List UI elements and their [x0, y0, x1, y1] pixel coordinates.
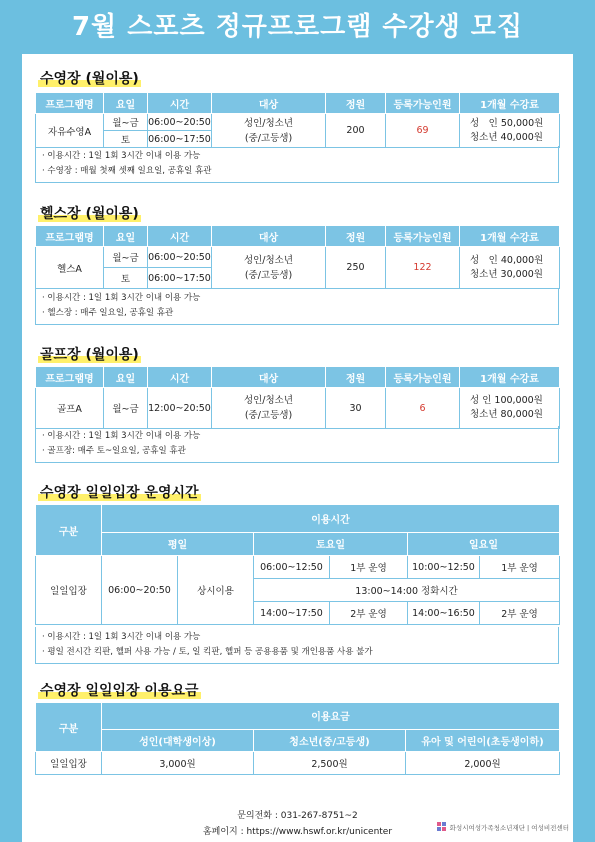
- table-row: 토 06:00~17:50: [36, 131, 560, 148]
- content-panel: [22, 54, 573, 842]
- swim-notes: · 이용시간 : 1일 1회 3시간 이내 이용 가능 · 수영장 : 매월 첫째 셋째 일요일, 공휴일 휴관: [35, 146, 559, 183]
- table-row: 헬스A 월~금 06:00~20:50 성인/청소년 (중/고등생) 250 122 성 인 40,000원 청소년 30,000원: [36, 247, 560, 268]
- daily-notes: · 이용시간 : 1일 1회 3시간 이내 이용 가능 · 평일 전시간 킥판, 헬퍼 사용 가능 / 토, 일 킥판, 헬퍼 등 공용용품 및 개인용품 사용 불가: [35, 627, 559, 664]
- foundation-logo-icon: [437, 822, 447, 832]
- gym-notes: · 이용시간 : 1일 1회 3시간 이내 이용 가능 · 헬스장 : 매주 일요일, 공휴일 휴관: [35, 288, 559, 325]
- daily-schedule-table: 구분 이용시간 평일 토요일 일요일 일일입장 06:00~20:50 상시이용 06:00~12:50 1부 운영 10:00~12:50 1부 운영 13:00~14:00 정화시간 14:00~17:50 2부 운영 14:00~16:50 2부 운영: [35, 504, 560, 625]
- fee-section-title: 수영장 일일입장 이용요금: [40, 683, 199, 699]
- table-row: 14:00~17:50 2부 운영 14:00~16:50 2부 운영: [36, 602, 560, 625]
- golf-section-title: 골프장 (월이용): [40, 347, 139, 363]
- table-header-row: 프로그램명 요일 시간 대상 정원 등록가능인원 1개월 수강료: [36, 367, 560, 388]
- contact-phone: 문의전화 : 031-267-8751~2: [237, 811, 358, 821]
- table-row: 토 06:00~17:50: [36, 268, 560, 289]
- swim-table: [35, 92, 560, 148]
- table-row: 골프A 월~금 12:00~20:50 성인/청소년 (중/고등생) 30 6 성 인 100,000원 청소년 80,000원: [36, 388, 560, 429]
- gym-table: [35, 225, 560, 289]
- table-header-row: 프로그램명 요일 시간 대상 정원 등록가능인원 1개월 수강료: [36, 226, 560, 247]
- daily-section-title: 수영장 일일입장 운영시간: [40, 485, 199, 501]
- table-row: 13:00~14:00 정화시간: [36, 579, 560, 602]
- table-header-row: 프로그램명 요일 시간 대상 정원 등록가능인원 1개월 수강료: [36, 93, 560, 114]
- foundation-logo: 화성시여성가족청소년재단 | 여성비전센터: [437, 822, 569, 832]
- daily-fee-table: 구분 이용요금 성인(대학생이상) 청소년(중/고등생) 유아 및 어린이(초등생이하) 일일입장 3,000원 2,500원 2,000원: [35, 702, 560, 775]
- golf-notes: · 이용시간 : 1일 1회 3시간 이내 이용 가능 · 골프장: 매주 토~일요일, 공휴일 휴관: [35, 426, 559, 463]
- swim-section-title: 수영장 (월이용): [40, 71, 139, 87]
- page-title: 7월 스포츠 정규프로그램 수강생 모집: [71, 12, 524, 42]
- table-row: 일일입장 3,000원 2,500원 2,000원: [36, 752, 560, 775]
- gym-section-title: 헬스장 (월이용): [40, 206, 139, 222]
- table-row: 일일입장 06:00~20:50 상시이용 06:00~12:50 1부 운영 10:00~12:50 1부 운영: [36, 556, 560, 579]
- program-name: 자유수영A: [36, 114, 104, 148]
- homepage-link[interactable]: 홈페이지 : https://www.hswf.or.kr/unicenter: [202, 827, 393, 837]
- golf-table: [35, 366, 560, 429]
- table-row: 자유수영A 월~금 06:00~20:50 성인/청소년 (중/고등생) 200 69 성 인 50,000원 청소년 40,000원: [36, 114, 560, 131]
